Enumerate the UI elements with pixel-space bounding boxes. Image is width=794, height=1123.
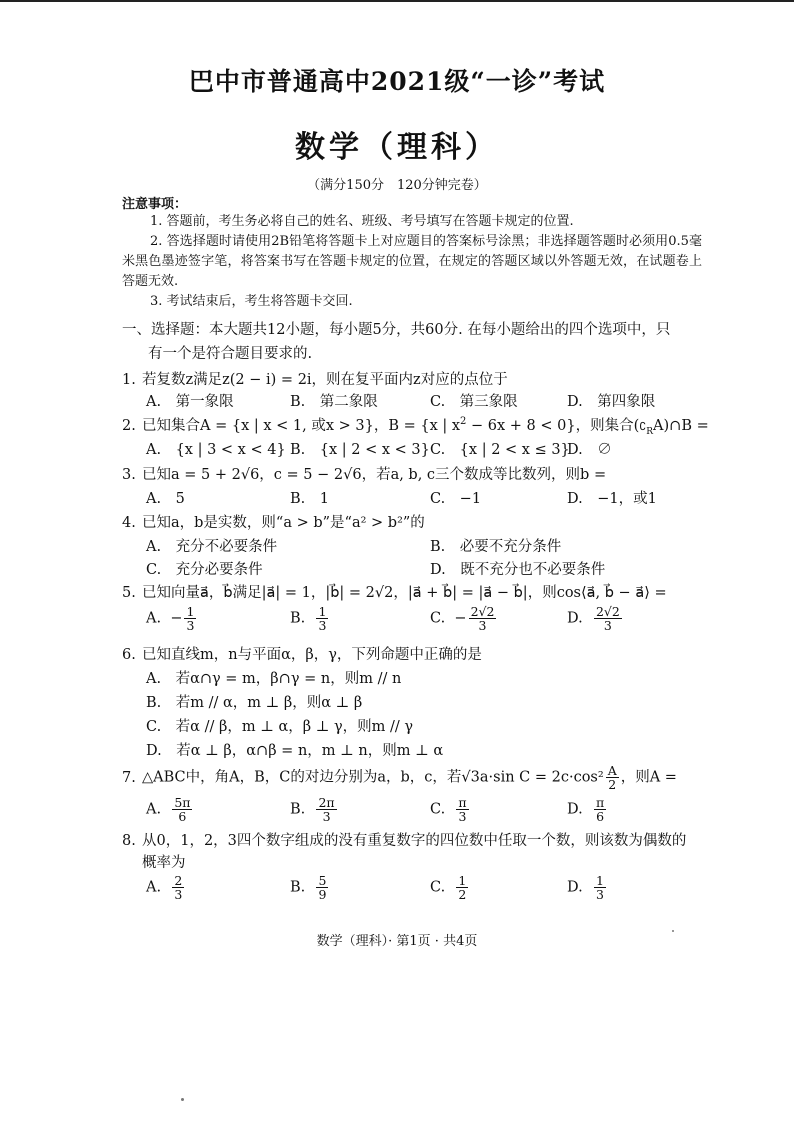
- numerator: π: [595, 795, 605, 810]
- question-2-option-a: A. {x | 3 < x < 4}: [146, 442, 286, 458]
- scan-top-border: [0, 0, 794, 2]
- question-3-option-d: D. −1，或1: [567, 491, 657, 507]
- question-1-option-a: A. 第一象限: [146, 394, 234, 410]
- question-1-text: 若复数z满足z(2 − i) = 2i，则在复平面内z对应的点位于: [142, 372, 508, 388]
- fraction: [594, 874, 606, 901]
- question-4-number: 4.: [122, 515, 136, 531]
- page-footer: 数学（理科）· 第1页 · 共4页: [316, 934, 478, 949]
- minus-sign: −: [454, 610, 467, 627]
- question-1-number: 1.: [122, 372, 136, 388]
- option-label: D.: [567, 879, 583, 896]
- denominator: 3: [458, 809, 467, 824]
- exam-title: 巴中市普通高中2021级“一诊”考试: [188, 67, 606, 96]
- fraction: [316, 874, 328, 901]
- question-2-text-a: 已知集合A = {x | x < 1, 或x > 3}，B = {x | x: [142, 418, 461, 434]
- numerator: 1: [318, 604, 327, 619]
- minus-sign: −: [170, 610, 183, 627]
- denominator: 3: [318, 618, 327, 633]
- question-5-option-b: [290, 605, 330, 632]
- question-2-subscript: R: [646, 426, 654, 437]
- question-8-option-d: [567, 874, 608, 901]
- denominator: 2: [458, 887, 467, 902]
- fraction: [316, 796, 336, 823]
- question-5-stem: [122, 581, 667, 602]
- denominator: 3: [603, 618, 612, 633]
- denominator: 9: [318, 887, 327, 902]
- question-1-option-b: B. 第二象限: [290, 394, 378, 410]
- fraction: [456, 874, 468, 901]
- question-6-option-d: D. 若α ⊥ β，α∩β = n，m ⊥ n，则m ⊥ α: [146, 743, 444, 759]
- question-7-text-b: ，则A =: [620, 769, 677, 786]
- option-label: D.: [567, 610, 583, 627]
- option-label: A.: [146, 610, 162, 627]
- question-2-number: 2.: [122, 418, 136, 434]
- question-8-number: 8.: [122, 833, 136, 849]
- denominator: 3: [186, 618, 195, 633]
- question-4-option-c: C. 充分必要条件: [146, 562, 263, 578]
- question-7-option-c: [430, 796, 471, 823]
- notice-item-1: 1. 答题前，考生务必将自己的姓名、班级、考号填写在答题卡规定的位置.: [150, 214, 574, 229]
- question-5-text: 已知向量a⃗，b⃗满足|a⃗| = 1，|b⃗| = 2√2，|a⃗ + b⃗| = |a⃗ − b⃗|，则cos⟨a⃗, b⃗ − a⃗⟩ =: [142, 585, 667, 601]
- fraction: [172, 796, 192, 823]
- question-4-text: 已知a，b是实数，则“a > b”是“a² > b²”的: [142, 515, 425, 531]
- question-5-option-c: [430, 605, 498, 632]
- question-2-option-c: C. {x | 2 < x ≤ 3}: [430, 442, 570, 458]
- question-1-stem: [122, 368, 508, 389]
- question-2-option-b: B. {x | 2 < x < 3}: [290, 442, 430, 458]
- question-4-option-b: B. 必要不充分条件: [430, 539, 562, 555]
- numerator: A: [607, 763, 617, 778]
- notice-item-3: 3. 考试结束后，考生将答题卡交回.: [150, 294, 353, 309]
- question-4-option-a: A. 充分不必要条件: [146, 539, 278, 555]
- question-2-stem: 2. 已知集合A = {x | x < 1, 或x > 3}，B = {x | $x^2 - 6x + 8 < 0$}，则集合$(∁_RA)\cap B$ =: [122, 416, 709, 437]
- question-6-option-b: B. 若m // α，m ⊥ β，则α ⊥ β: [146, 695, 363, 711]
- numerator: 2√2: [470, 604, 495, 619]
- question-3-option-c: C. −1: [430, 491, 482, 507]
- numerator: π: [458, 795, 467, 810]
- question-7-text-a: △ABC中，角A，B，C的对边分别为a，b，c，若√3a·sin C = 2c·cos²: [142, 769, 604, 786]
- question-2-text-b: − 6x + 8 < 0}，则集合(: [466, 418, 640, 434]
- score-info: （满分150分 120分钟完卷）: [307, 178, 487, 193]
- question-1-option-d: D. 第四象限: [567, 394, 656, 410]
- option-label: C.: [430, 879, 446, 896]
- denominator: 6: [178, 809, 187, 824]
- denominator: 3: [174, 887, 183, 902]
- question-7-option-a: [146, 796, 194, 823]
- denominator: 3: [595, 887, 604, 902]
- numerator: 2√2: [595, 604, 620, 619]
- section-line-1: 一、选择题：本大题共12小题，每小题5分，共60分. 在每小题给出的四个选项中，只: [122, 322, 671, 338]
- fraction: [606, 764, 619, 791]
- question-8-option-b: [290, 874, 330, 901]
- fraction: [456, 796, 468, 823]
- notice-item-2: 2. 答选择题时请使用2B铅笔将答题卡上对应题目的答案标号涂黑；非选择题答题时必须用0.5毫米黑色墨迹签字笔，将答案书写在答题卡规定的位置，在规定的答题区域以外答题无效，在试题卷上答题无效.: [122, 234, 702, 289]
- question-8-text-2: 概率为: [142, 855, 186, 871]
- option-label: B.: [290, 801, 306, 818]
- question-5-option-a: [146, 605, 198, 632]
- option-label: A.: [146, 801, 162, 818]
- question-8-stem: [122, 829, 686, 850]
- question-4-stem: [122, 511, 425, 532]
- notice-title: 注意事项：: [122, 197, 188, 212]
- question-6-option-c: C. 若α // β，m ⊥ α，β ⊥ γ，则m // γ: [146, 719, 414, 735]
- numerator: 2: [174, 873, 183, 888]
- question-8-text: 从0，1，2，3四个数字组成的没有重复数字的四位数中任取一个数，则该数为偶数的: [142, 833, 687, 849]
- question-3-number: 3.: [122, 467, 136, 483]
- question-7-number: 7.: [122, 769, 136, 786]
- option-label: C.: [430, 610, 446, 627]
- numerator: 2π: [318, 795, 335, 810]
- question-7-stem: [122, 764, 677, 791]
- option-label: B.: [290, 879, 306, 896]
- option-label: A.: [146, 879, 162, 896]
- question-2-text-c: A)∩B =: [653, 418, 709, 434]
- fraction: [594, 796, 606, 823]
- question-6-stem: [122, 643, 482, 664]
- question-6-number: 6.: [122, 647, 136, 663]
- question-3-option-a: A. 5: [146, 491, 185, 507]
- scan-speck: [672, 930, 674, 932]
- option-label: B.: [290, 610, 306, 627]
- option-label: C.: [430, 801, 446, 818]
- question-2-exponent: 2: [460, 416, 467, 428]
- question-6-option-a: A. 若α∩γ = m，β∩γ = n，则m // n: [146, 671, 402, 687]
- numerator: 5π: [174, 795, 191, 810]
- denominator: 6: [596, 809, 605, 824]
- question-1-option-c: C. 第三象限: [430, 394, 518, 410]
- fraction: [316, 605, 328, 632]
- question-8-option-a: [146, 874, 186, 901]
- question-5-option-d: [567, 605, 624, 632]
- question-6-text: 已知直线m，n与平面α，β，γ，下列命题中正确的是: [142, 647, 482, 663]
- numerator: 1: [458, 873, 467, 888]
- fraction: [469, 605, 497, 632]
- question-3-stem: [122, 463, 606, 484]
- subject-title: 数学（理科）: [295, 130, 499, 165]
- denominator: 2: [608, 777, 617, 792]
- section-line-2: 有一个是符合题目要求的.: [148, 346, 313, 362]
- option-label: D.: [567, 801, 583, 818]
- numerator: 5: [318, 873, 327, 888]
- denominator: 3: [322, 809, 331, 824]
- scan-speck: [181, 1098, 184, 1101]
- numerator: 1: [595, 873, 604, 888]
- question-8-option-c: [430, 874, 470, 901]
- section-heading: [122, 318, 692, 366]
- question-8-stem-line-2: [122, 851, 186, 872]
- fraction: [184, 605, 196, 632]
- question-7-option-b: [290, 796, 339, 823]
- question-3-option-b: B. 1: [290, 491, 329, 507]
- question-2-option-d: D. ∅: [567, 442, 612, 458]
- question-7-option-d: [567, 796, 608, 823]
- question-5-number: 5.: [122, 585, 136, 601]
- numerator: 1: [186, 604, 195, 619]
- fraction: [172, 874, 184, 901]
- question-4-option-d: D. 既不充分也不必要条件: [430, 562, 606, 578]
- fraction: [594, 605, 622, 632]
- question-3-text: 已知a = 5 + 2√6，c = 5 − 2√6，若a, b, c三个数成等比数列，则b =: [142, 467, 607, 483]
- denominator: 3: [478, 618, 487, 633]
